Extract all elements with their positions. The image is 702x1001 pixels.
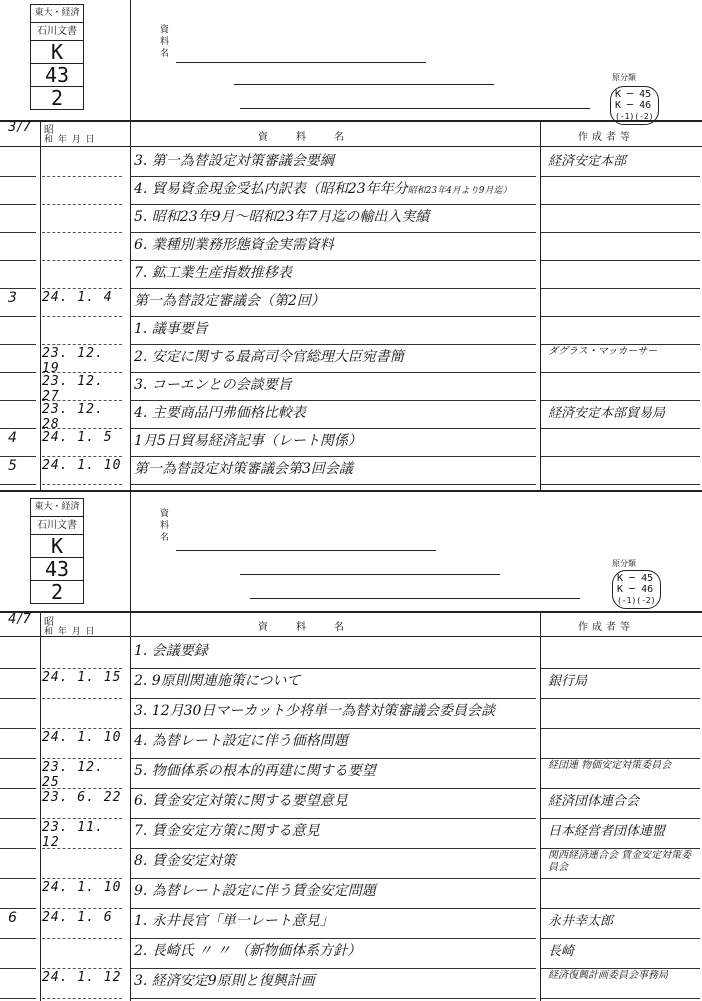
item-title-text: 6. 賃金安定対策に関する要望意見 (134, 793, 348, 809)
item-title (134, 670, 534, 690)
archive-stamp (30, 4, 84, 110)
table-row (0, 234, 702, 260)
title-underline (176, 62, 426, 63)
title-underline (240, 108, 590, 109)
table-row (0, 880, 702, 906)
table-row (0, 150, 702, 176)
table-row (0, 374, 702, 404)
table-row (0, 790, 702, 816)
stamp-code-sub: 2 (50, 580, 64, 604)
item-title-text: 7. 賃金安定方策に関する意見 (134, 823, 320, 839)
stamp-collection: 石川文書 (31, 517, 83, 535)
item-author: 永井幸太郎 (548, 914, 614, 929)
item-author: 経済復興計画委員会事務局 (548, 970, 668, 981)
item-date: 24. 1. 6 (42, 910, 113, 925)
item-author: 関西経済連合会 賃金安定対策委員会 (548, 850, 692, 873)
shiryo-label: 資 料 名 (160, 25, 170, 59)
table-row (0, 940, 702, 966)
item-date: 24. 1. 10 (42, 880, 122, 895)
header-author: 作成者等 (578, 622, 634, 633)
title-underline (250, 598, 580, 599)
item-title (134, 760, 534, 780)
table-row (0, 700, 702, 726)
item-author: 銀行局 (548, 674, 588, 689)
item-title (134, 402, 534, 422)
page-mark: 3/7 (8, 120, 32, 135)
header-era: 昭 (44, 125, 55, 136)
item-title (134, 346, 534, 366)
table-row (0, 640, 702, 666)
item-title (134, 910, 534, 930)
table-row (0, 346, 702, 376)
item-date: 23. 12. 27 (42, 374, 104, 404)
table-row (0, 178, 702, 204)
item-author: ダグラス・マッカーサー (548, 346, 658, 357)
item-date: 23. 11. 12 (42, 820, 104, 850)
sheet-top-rule (0, 490, 702, 492)
item-title (134, 940, 534, 960)
table-row (0, 430, 702, 456)
stamp-code-series: K (31, 535, 83, 558)
item-title-text: 5. 物価体系の根本的再建に関する要望 (134, 763, 376, 779)
table-row (0, 730, 702, 756)
item-date: 24. 1. 5 (42, 430, 113, 445)
title-underline (234, 84, 494, 85)
item-title (134, 318, 534, 338)
item-title-text: 7. 鉱工業生産指数推移表 (134, 265, 292, 281)
item-title-text: 2. 安定に関する最高司令官総理大臣宛書簡 (134, 349, 404, 365)
table-row (0, 206, 702, 232)
item-title-text: 2. 9原則関連施策について (134, 673, 301, 689)
stamp-institution: 東大・経済 (31, 499, 83, 517)
header-rule (0, 120, 702, 122)
document-sheet-1 (0, 0, 702, 490)
item-title (134, 374, 534, 394)
item-title-text: 第一為替設定対策審議会第3回会議 (134, 461, 353, 477)
item-number: 5 (8, 458, 17, 474)
divider (130, 0, 131, 120)
archive-stamp (30, 498, 84, 604)
item-author: 長崎 (548, 944, 575, 959)
table-row (0, 910, 702, 936)
item-title-text: 4. 貿易資金現金受払内訳表（昭和23年年分 (134, 181, 408, 197)
table-row (0, 262, 702, 288)
stamp-code-number: 43 (31, 558, 83, 581)
header-bottom-rule (0, 146, 702, 147)
header-era: 昭 (44, 617, 55, 628)
item-author: 経団連 物価安定対策委員会 (548, 760, 672, 771)
item-title (134, 730, 534, 750)
item-number: 6 (8, 910, 17, 926)
item-title-text: 3. 12月30日マーカット少将単一為替対策審議会委員会談 (134, 703, 496, 719)
stamp-collection: 石川文書 (31, 23, 83, 41)
item-title (134, 850, 534, 870)
item-title-text: 3. コーエンとの会談要旨 (134, 377, 292, 393)
item-date: 24. 1. 12 (42, 970, 122, 985)
item-title-text: 1月5日貿易経済記事（レート関係） (134, 433, 362, 449)
item-date: 24. 1. 15 (42, 670, 122, 685)
item-note: 昭和23年4月より9月迄） (407, 186, 512, 196)
item-title-text: 5. 昭和23年9月～昭和23年7月迄の輸出入実績 (134, 209, 430, 225)
item-title-text: 2. 長崎氏 〃 〃 （新物価体系方針） (134, 943, 362, 959)
item-title (134, 700, 534, 720)
item-title (134, 234, 534, 254)
title-underline (240, 574, 500, 575)
header-bottom-rule (0, 636, 702, 637)
table-row (0, 402, 702, 432)
item-title (134, 970, 534, 990)
document-sheet-2 (0, 490, 702, 1001)
item-author: 日本経営者団体連盟 (548, 824, 666, 839)
item-date: 23. 12. 19 (42, 346, 104, 376)
item-title-text: 3. 第一為替設定対策審議会要綱 (134, 153, 334, 169)
shiryo-label: 資 料 名 (160, 509, 170, 543)
table-row (0, 458, 702, 484)
item-author: 経済団体連合会 (548, 794, 640, 809)
table-row (0, 290, 702, 316)
stamp-institution: 東大・経済 (31, 5, 83, 23)
table-row (0, 820, 702, 850)
header-title: 資料名 (258, 622, 372, 633)
item-author: 経済安定本部 (548, 154, 627, 169)
item-date: 23. 12. 28 (42, 402, 104, 432)
bunrui-label: 原分類 (612, 73, 636, 82)
stamp-code-series: K (31, 41, 83, 64)
item-number: 3 (8, 290, 17, 306)
bunrui-label: 原分類 (612, 559, 636, 568)
table-row (0, 670, 702, 696)
item-title-text: 1. 議事要旨 (134, 321, 208, 337)
item-title (134, 820, 534, 840)
item-title-text: 9. 為替レート設定に伴う賃金安定問題 (134, 883, 376, 899)
item-title (134, 640, 534, 660)
header-author: 作成者等 (578, 132, 634, 143)
title-underline (176, 550, 436, 551)
page-mark: 4/7 (8, 612, 32, 627)
item-title (134, 458, 534, 478)
bunrui-code: K ─ 45 K ─ 46 (-1)(-2) (612, 570, 661, 609)
item-title (134, 790, 534, 810)
item-author: 経済安定本部貿易局 (548, 406, 666, 421)
item-title-text: 4. 主要商品円弗価格比較表 (134, 405, 306, 421)
item-date: 23. 6. 22 (42, 790, 122, 805)
stamp-code-number: 43 (31, 64, 83, 87)
item-title (134, 206, 534, 226)
item-title-text: 1. 会議要録 (134, 643, 208, 659)
table-row (0, 318, 702, 344)
header-date: 和 年 月 日 (44, 627, 96, 637)
item-title (134, 150, 534, 170)
item-number: 4 (8, 430, 17, 446)
item-title-text: 6. 業種別業務形態資金実需資料 (134, 237, 334, 253)
item-date: 24. 1. 10 (42, 458, 122, 473)
item-title (134, 430, 534, 450)
item-date: 24. 1. 4 (42, 290, 113, 305)
item-date: 23. 12. 25 (42, 760, 104, 790)
stamp-code-sub: 2 (50, 86, 64, 110)
item-title-text: 1. 永井長官「単一レート意見」 (134, 913, 334, 929)
table-row (0, 970, 702, 996)
item-title-text: 第一為替設定審議会（第2回） (134, 293, 325, 309)
header-rule (0, 611, 702, 613)
bunrui-code: K ─ 45 K ─ 46 (-1)(-2) (610, 86, 659, 125)
item-title (134, 290, 534, 310)
item-title-text: 3. 経済安定9原則と復興計画 (134, 973, 315, 989)
table-row (0, 850, 702, 876)
header-date: 和 年 月 日 (44, 135, 96, 145)
item-date: 24. 1. 10 (42, 730, 122, 745)
divider (130, 490, 131, 611)
item-title-text: 8. 賃金安定対策 (134, 853, 236, 869)
item-title (134, 262, 534, 282)
item-title (134, 880, 534, 900)
header-title: 資料名 (258, 132, 372, 143)
table-row (0, 760, 702, 790)
item-title (134, 178, 534, 198)
item-title-text: 4. 為替レート設定に伴う価格問題 (134, 733, 348, 749)
